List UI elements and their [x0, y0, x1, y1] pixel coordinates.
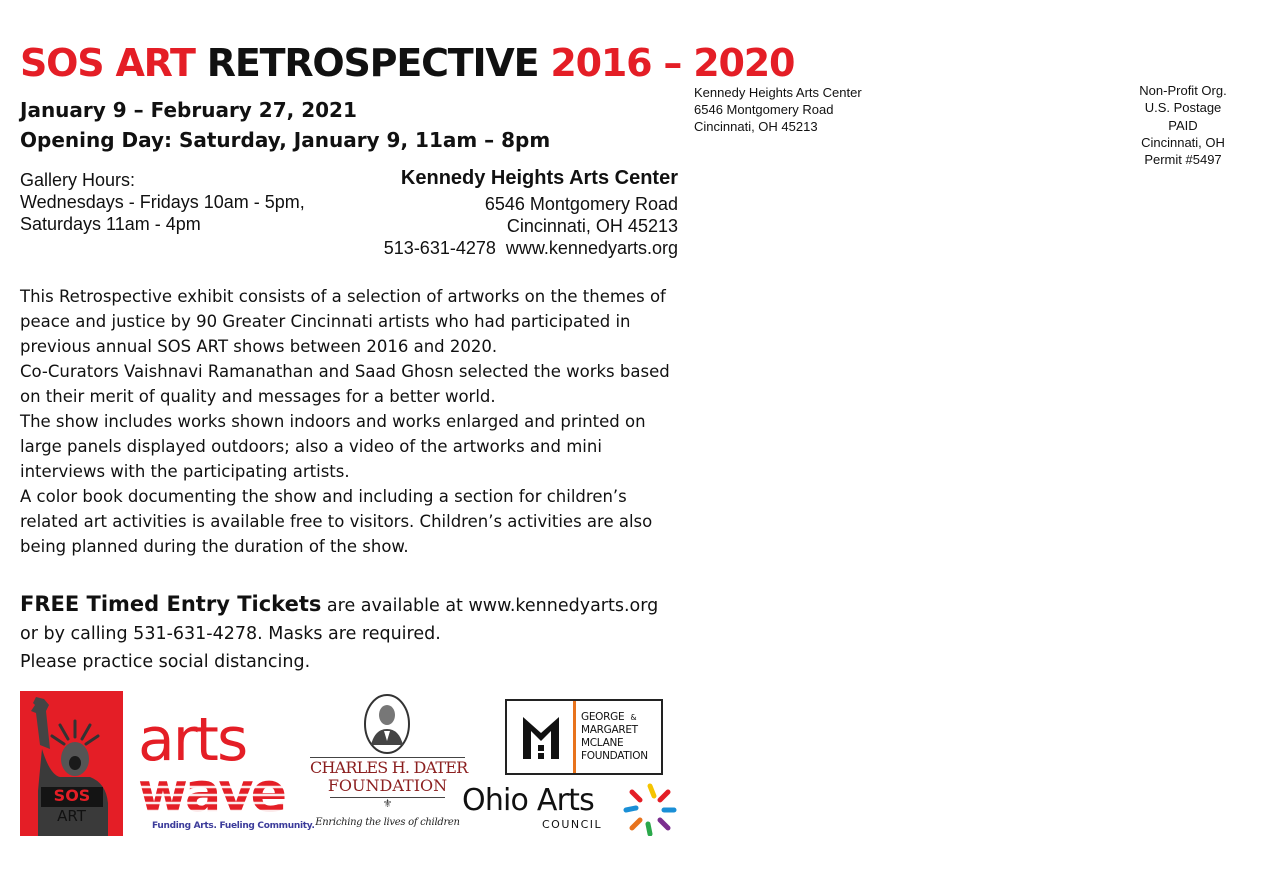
artswave-tagline: Funding Arts. Fueling Community.	[152, 821, 315, 831]
dater-foundation-logo	[310, 693, 468, 833]
exhibit-description	[20, 284, 685, 559]
description-paragraph: The show includes works shown indoors and works enlarged and printed on large panels displayed outdoors; also a video of the artworks and mini interviews with the participating artists.	[20, 412, 646, 481]
m-monogram-icon	[521, 713, 561, 761]
artswave-word-arts: arts	[138, 705, 247, 775]
gallery-hours-saturday: Saturdays 11am - 4pm	[20, 214, 201, 234]
title-sos-art: SOS ART	[20, 41, 195, 85]
title-years: 2016 – 2020	[550, 41, 795, 85]
venue-street: 6546 Montgomery Road	[484, 194, 678, 214]
portrait-icon	[363, 693, 411, 755]
postage-paid: PAID	[1168, 118, 1198, 133]
sos-logo-art-text: ART	[57, 807, 86, 825]
description-paragraph: This Retrospective exhibit consists of a selection of artworks on the themes of peace and justice by 90 Greater Cincinnati artists who had participated in previous annual SOS ART shows between 2016 and 2020.	[20, 287, 666, 356]
tickets-heading: FREE Timed Entry Tickets	[20, 592, 322, 616]
gallery-hours-weekday: Wednesdays - Fridays 10am - 5pm,	[20, 192, 305, 212]
tickets-phone-line: or by calling 531-631-4278. Masks are required.	[20, 624, 441, 644]
return-address-street: 6546 Montgomery Road	[694, 102, 834, 117]
ohio-arts-council: COUNCIL	[542, 818, 603, 831]
venue-city: Cincinnati, OH 45213	[506, 216, 678, 236]
opening-day: Opening Day: Saturday, January 9, 11am – 8pm	[20, 128, 551, 152]
ohio-arts-council-logo	[462, 780, 680, 838]
dater-foundation: FOUNDATION	[327, 776, 448, 795]
star-burst-icon	[622, 782, 678, 836]
mclane-foundation-logo	[505, 699, 663, 775]
sos-logo-text: SOS	[53, 786, 91, 805]
ornament-icon: ⚜	[382, 798, 393, 810]
ohio-arts-name: Ohio Arts	[462, 783, 594, 818]
page-title	[20, 41, 795, 85]
postage-city: Cincinnati, OH	[1141, 135, 1225, 150]
return-address-city: Cincinnati, OH 45213	[694, 119, 818, 134]
postage-permit: Permit #5497	[1144, 152, 1222, 167]
artswave-logo	[138, 705, 315, 835]
tickets-distancing-line: Please practice social distancing.	[20, 652, 311, 672]
sos-art-logo	[20, 691, 123, 836]
postage-org: Non-Profit Org.	[1139, 83, 1227, 98]
mclane-george: GEORGE	[581, 711, 625, 723]
artswave-word-wave: wave	[138, 761, 285, 824]
mclane-text	[581, 711, 648, 763]
description-paragraph: Co-Curators Vaishnavi Ramanathan and Saad Ghosn selected the works based on their merit of quality and messages for a better world.	[20, 362, 670, 406]
dater-tagline: Enriching the lives of children	[315, 817, 460, 828]
gallery-hours-label: Gallery Hours:	[20, 170, 136, 190]
mclane-mclane: MCLANE	[581, 737, 624, 749]
exhibit-dates: January 9 – February 27, 2021	[20, 98, 357, 122]
mclane-amp: &	[630, 713, 637, 722]
ticket-info	[20, 590, 685, 676]
description-paragraph: A color book documenting the show and including a section for children’s related art activities is available free to visitors. Children’s activities are also being planned during the duration of the show.	[20, 487, 653, 556]
venue-website[interactable]: www.kennedyarts.org	[505, 238, 678, 258]
tickets-availability: are available at www.kennedyarts.org	[321, 596, 659, 616]
dater-name: CHARLES H. DATER	[310, 758, 468, 777]
venue-phone: 513-631-4278	[383, 238, 496, 258]
title-retrospective: RETROSPECTIVE	[194, 41, 551, 85]
venue-name: Kennedy Heights Arts Center	[400, 167, 678, 189]
mclane-foundation: FOUNDATION	[581, 750, 648, 762]
mclane-margaret: MARGARET	[581, 724, 638, 736]
venue-contact	[384, 239, 678, 257]
return-address-name: Kennedy Heights Arts Center	[694, 85, 862, 100]
wave-stripes-icon	[138, 775, 313, 819]
postage-us: U.S. Postage	[1144, 100, 1222, 115]
